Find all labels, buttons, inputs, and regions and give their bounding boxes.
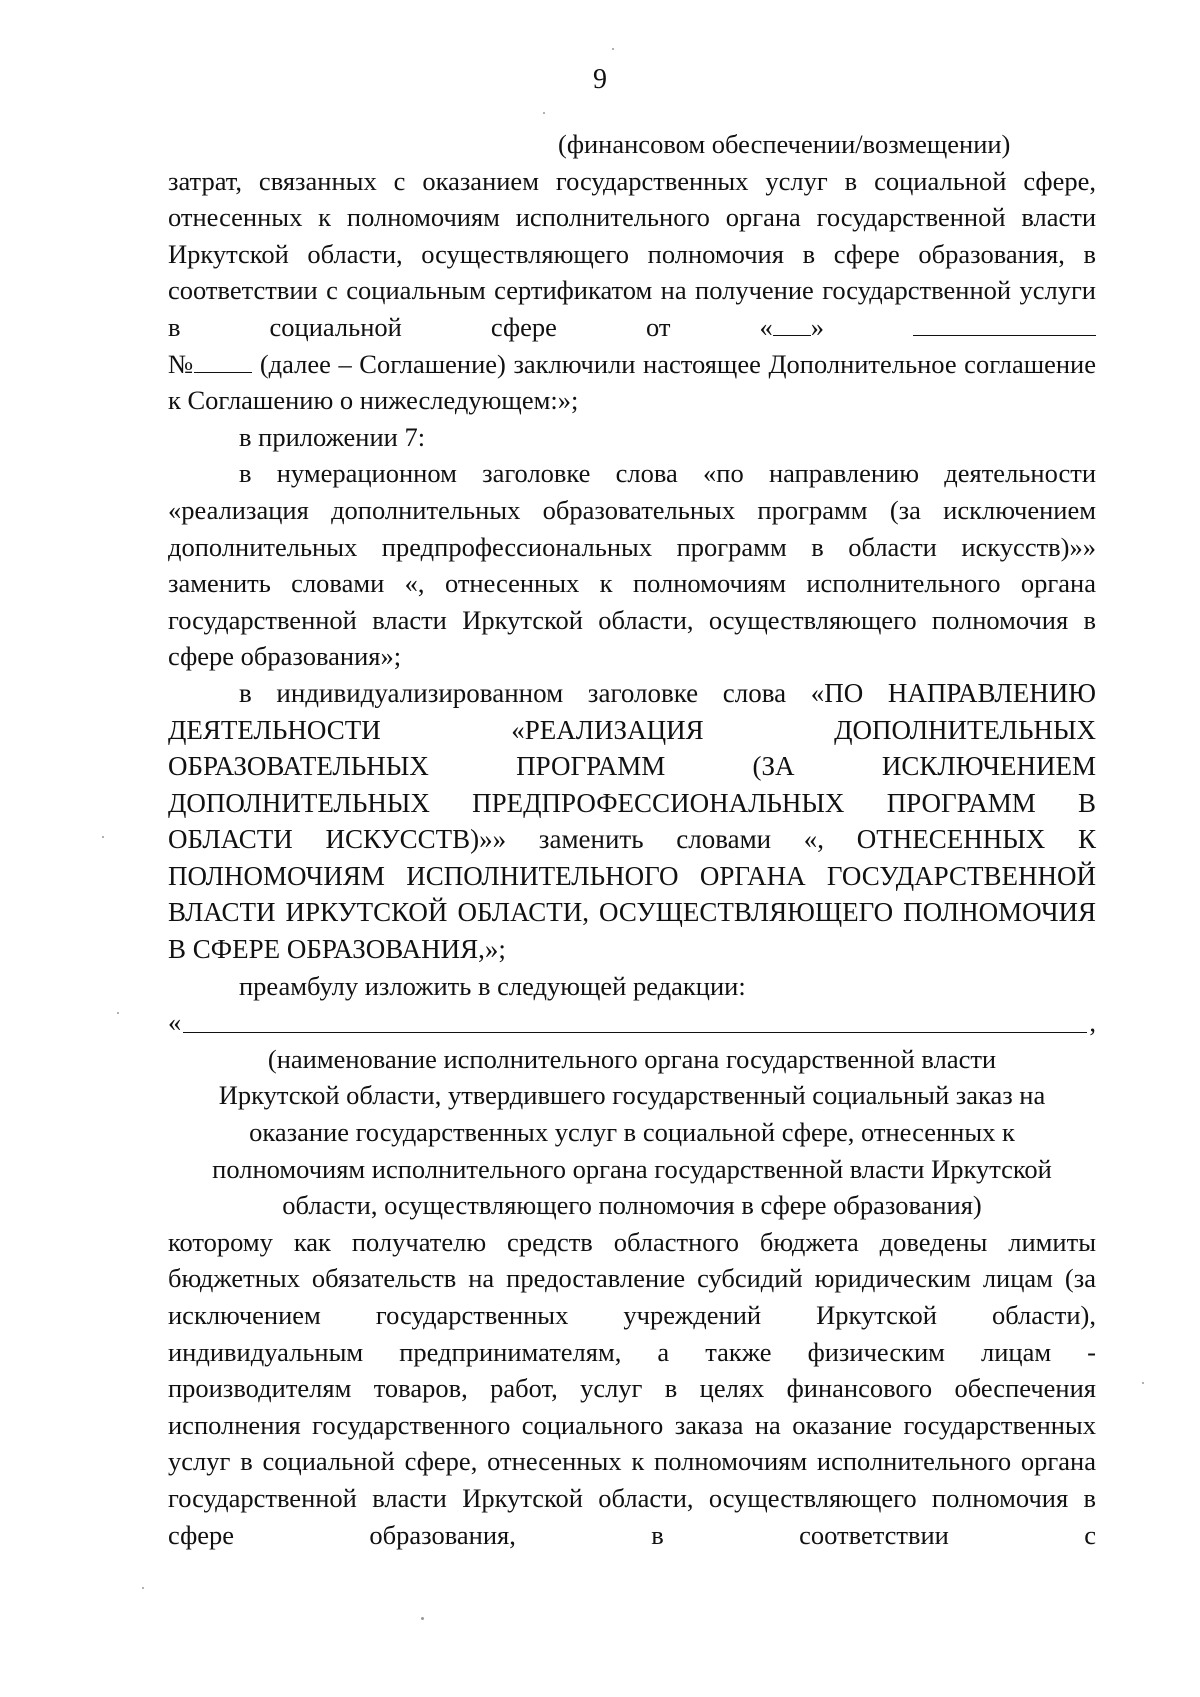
paragraph-agreement-text: (далее – Соглашение) заключили настоящее Дополнительное соглашение к Соглашению о нижеследующем:»; [168, 348, 1097, 416]
scan-speck [612, 48, 614, 50]
paragraph-budget-recipient: которому как получателю средств областного бюджета доведены лимиты бюджетных обязательств на предоставление субсидий юридическим лицам (за исключением государственных учреждений Иркутской области), индивидуальным предпринимателям, а также физическим лицам - производителям товаров, работ, услуг в целях финансового обеспечения исполнения государственного социального заказа на оказание государственных услуг в социальной сфере, отнесенных к полномочиям исполнительного органа государственной власти Иркутской области, осуществляющего полномочия в сфере образования, в соответствии с [168, 1226, 1096, 1550]
scan-speck [102, 836, 104, 838]
paragraph-agreement [168, 346, 1096, 419]
caption-line-5: области, осуществляющего полномочия в сфере образования) [282, 1190, 982, 1221]
scan-speck [142, 1587, 144, 1589]
blank-open-quote: « [168, 1007, 182, 1038]
date-month-blank [913, 311, 1096, 336]
paragraph-costs-text: затрат, связанных с оказанием государственных услуг в социальной сфере, отнесенных к полномочиям исполнительного органа государственной власти Иркутской области, осуществляющего полномочия в сфере образования, в соответствии с социальным сертификатом на получение государственной услуги в социальной сфере от « [168, 165, 1096, 342]
paragraph-annex-7: в приложении 7: [239, 421, 426, 452]
paragraph-individual-heading: в индивидуализированном заголовке слова «ПО НАПРАВЛЕНИЮ ДЕЯТЕЛЬНОСТИ «РЕАЛИЗАЦИЯ ДОПОЛНИТЕЛЬНЫХ ОБРАЗОВАТЕЛЬНЫХ ПРОГРАММ (ЗА ИСКЛЮЧЕНИЕМ ДОПОЛНИТЕЛЬНЫХ ПРЕДПРОФЕССИОНАЛЬНЫХ ПРОГРАММ В ОБЛАСТИ ИСКУССТВ)»» заменить словами «, ОТНЕСЕННЫХ К ПОЛНОМОЧИЯМ ИСПОЛНИТЕЛЬНОГО ОРГАНА ГОСУДАРСТВЕННОЙ ВЛАСТИ ИРКУТСКОЙ ОБЛАСТИ, ОСУЩЕСТВЛЯЮЩЕГО ПОЛНОМОЧИЯ В СФЕРЕ ОБРАЗОВАНИЯ,»; [168, 677, 1096, 965]
scan-speck [1142, 1382, 1144, 1384]
authority-name-blank [183, 1006, 1087, 1033]
paragraph-numbering-heading: в нумерационном заголовке слова «по направлению деятельности «реализация дополнительных образовательных программ (за исключением дополнительных предпрофессиональных программ в области искусств)»» заменить словами «, отнесенных к полномочиям исполнительного органа государственной власти Иркутской области, осуществляющего полномочия в сфере образования»; [168, 458, 1096, 672]
scan-speck [117, 1012, 119, 1014]
caption-line-2: Иркутской области, утвердившего государственный социальный заказ на [218, 1080, 1046, 1111]
document-body [168, 126, 1096, 1553]
caption-line-4: полномочиям исполнительного органа государственной власти Иркутской [212, 1153, 1052, 1184]
date-day-blank [773, 311, 811, 336]
paragraph-continuation-heading: (финансовом обеспечении/возмещении) [558, 129, 1011, 159]
authority-name-blank-row [168, 1004, 1096, 1041]
quote-close: » [810, 311, 824, 342]
caption-line-3: оказание государственных услуг в социальной сфере, отнесенных к [249, 1117, 1015, 1148]
caption-line-1: (наименование исполнительного органа государственной власти [267, 1043, 997, 1074]
scan-speck [543, 112, 545, 114]
blank-comma: , [1089, 1007, 1096, 1038]
paragraph-preamble: преамбулу изложить в следующей редакции: [239, 970, 746, 1001]
paragraph-costs [168, 163, 1096, 346]
agreement-number-blank [194, 348, 252, 373]
page-number: 9 [593, 64, 607, 95]
number-sign: № [168, 348, 195, 379]
scan-speck [421, 1617, 424, 1620]
